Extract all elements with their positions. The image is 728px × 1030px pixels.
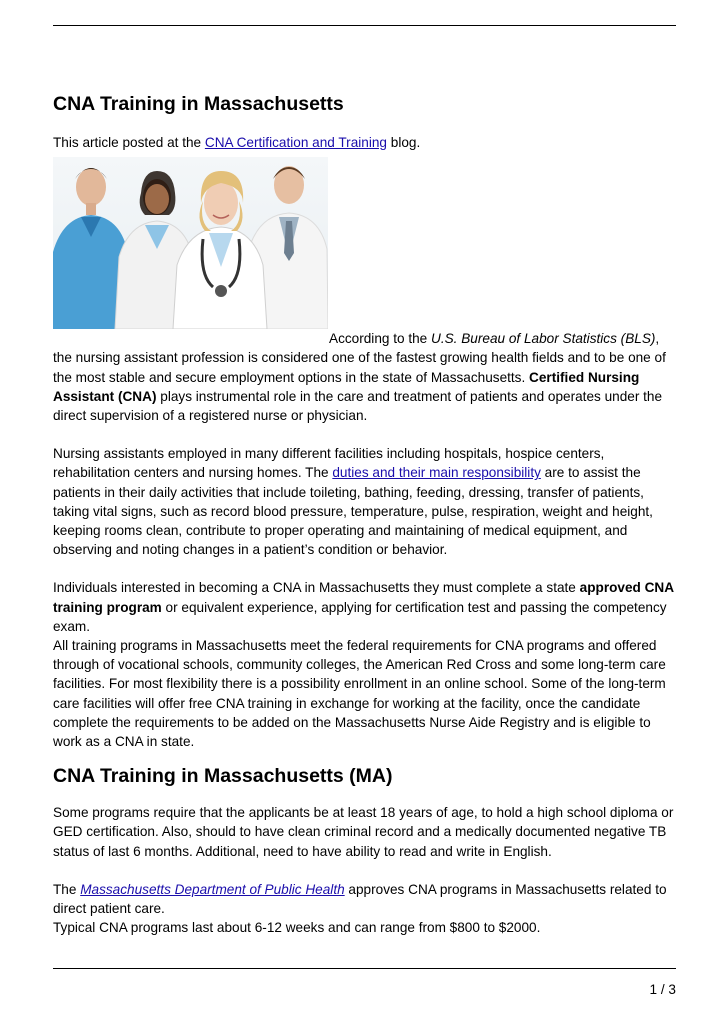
cna-bold: Certified Nursing Assistant (CNA) [53,369,640,404]
dph-link-text: Massachusetts Department of Public Health [80,881,345,897]
p3-text-1: Individuals interested in becoming a CNA in Massachusetts they must complete a state [53,580,580,596]
paragraph-duties [53,444,678,559]
paragraph-bls [53,329,678,425]
intro-suffix: blog. [386,135,421,150]
page-number: 1 / 3 [649,982,676,997]
paragraph-programs: All training programs in Massachusetts meet the federal requirements for CNA programs and offered through of vocational schools, community colleges, the American Red Cross and some long-term care facilities. For most flexibility there is a possibility enrollment in an online school. Some of the long-term care facilities will offer free CNA training in exchange for working at the facility, once the candidate complete the requirements to be added on the Massachusetts Nurse Aide Registry and is eligible to work as a CNA in state. [53,638,666,750]
p2-text-1: Nursing assistants employed in many different facilities including hospitals, hospice centers, rehabilitation centers and nursing homes. The [53,446,605,481]
paragraph-requirements [53,578,678,636]
intro-line [53,133,678,152]
duties-link[interactable]: duties and their main responsibility [332,465,541,481]
p1-text-3: plays instrumental role in the care and treatment of patients and operates under the direct supervision of a registered nurse or physician. [53,388,663,424]
p6-text-2: approves CNA programs in Massachusetts related to direct patient care. [53,881,667,917]
p2-text-2: are to assist the patients in their daily activities that include toileting, bathing, feeding, dressing, transfer of patients, taking vital signs, such as record blood pressure, temperature, pulse, respiration, weight and height, keeping rooms clean, contribute to proper operating and maintaining of medical equipment, and observing and noting changes in a patient’s condition or behavior. [53,465,653,558]
bottom-rule [53,968,676,969]
nurses-illustration [53,157,328,329]
nurses-photo [53,157,328,329]
bls-italic: U.S. Bureau of Labor Statistics (BLS) [431,331,656,347]
page-title: CNA Training in Massachusetts [53,93,344,115]
photo-block [53,157,678,329]
top-rule [53,25,676,26]
paragraph-eligibility: Some programs require that the applicants be at least 18 years of age, to hold a high school diploma or GED certification. Also, should to have clean criminal record and a medically documented negative TB status of last 6 months. Additional, need to have ability to read and write in English. [53,805,674,859]
p6-text-1: The [53,881,81,897]
blog-link[interactable]: CNA Certification and Training [204,135,387,150]
approved-program-bold: approved CNA training program [53,580,674,615]
p1-text-1: According to the [329,331,432,347]
paragraph-cost: Typical CNA programs last about 6-12 weeks and can range from $800 to $2000. [53,920,541,936]
p1-text-2: , the nursing assistant profession is considered one of the fastest growing health fields and to be one of the most stable and secure employment options in the state of Massachusetts. [53,331,666,385]
paragraph-dph [53,880,678,918]
intro-prefix: This article posted at the [53,135,205,150]
dph-link[interactable] [80,882,344,897]
p3-text-2: or equivalent experience, applying for certification test and passing the competency exam. [53,599,667,634]
article-body [53,92,678,937]
section-heading: CNA Training in Massachusetts (MA) [53,765,393,788]
